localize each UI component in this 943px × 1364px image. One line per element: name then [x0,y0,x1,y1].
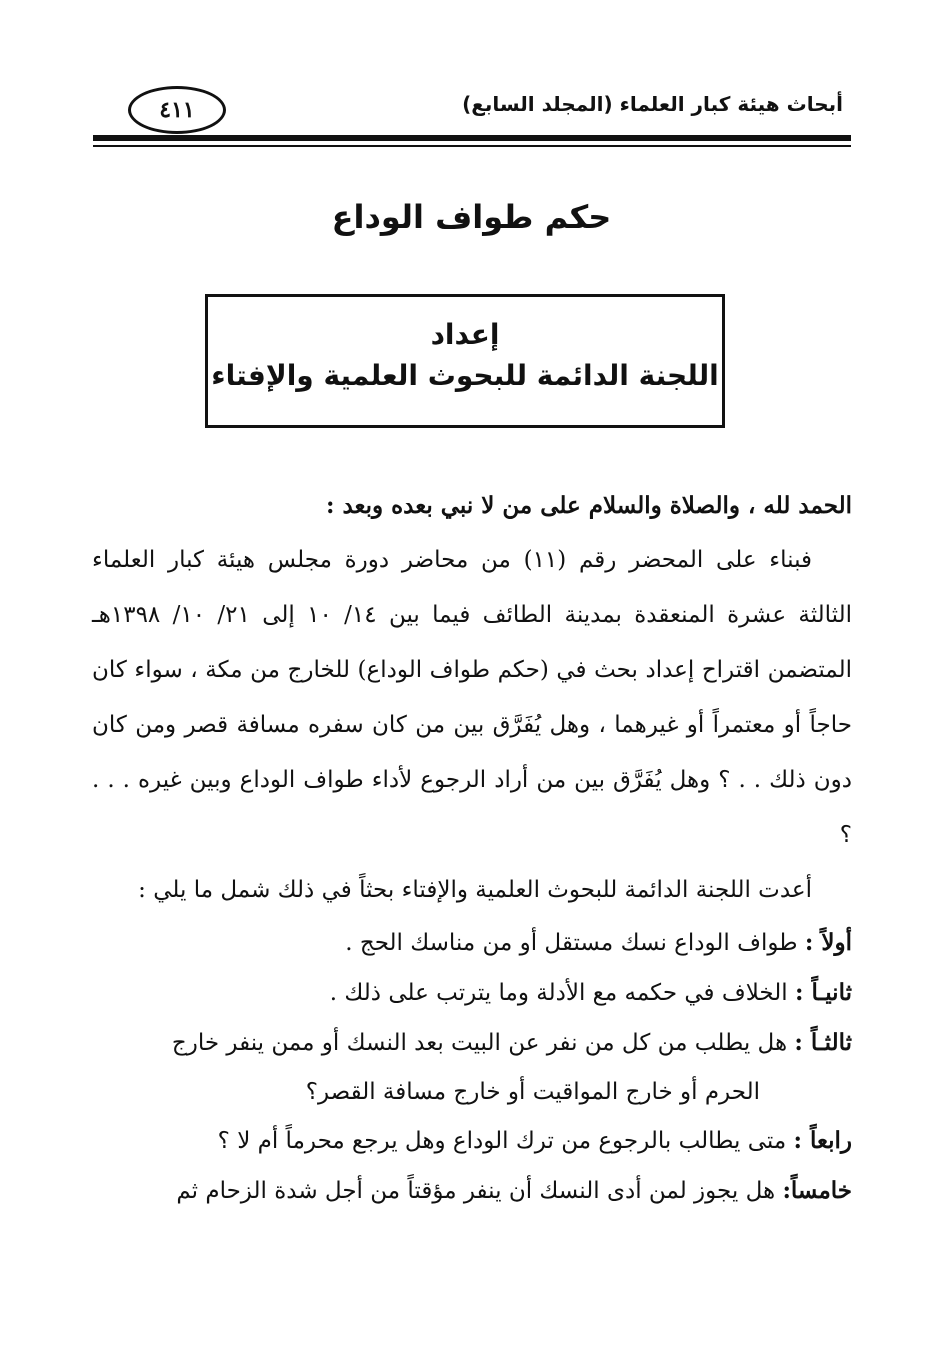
list-item-label: ثالثـاً : [794,1029,852,1056]
list-item [92,968,852,1018]
list-item [92,918,852,968]
opening-line: الحمد لله ، والصلاة والسلام على من لا نبي بعده وبعد : [325,492,852,519]
list-item-text: هل يطلب من كل من نفر عن البيت بعد النسك أو ممن ينفر خارج [171,1030,788,1056]
page-number-text: ٤١١ [159,97,195,123]
list-item [92,1018,852,1068]
body-text [92,478,852,1216]
list-item-continuation: الحرم أو خارج المواقيت أو خارج مسافة القصر؟ [305,1079,760,1105]
author-box-prep: إعداد [430,318,500,351]
paragraph-1: فبناء على المحضر رقم (١١) من محاضر دورة مجلس هيئة كبار العلماء الثالثة عشرة المنعقدة بمدينة الطائف فيما بين ١٤/ ١٠ إلى ٢١/ ١٠/ ١٣٩٨هـ المتضمن اقتراح إعداد بحث في (حكم طواف الوداع) للخارج من مكة ، سواء كان حاجاً أو معتمراً أو غيرهما ، وهل يُفَرَّق بين من كان سفره مسافة قصر ومن كان دون ذلك . . ؟ وهل يُفَرَّق بين من أراد الرجوع لأداء طواف الوداع وبين غيره . . . ؟ [92,547,852,848]
page-header [0,0,943,160]
list-item [92,1166,852,1216]
list-item-label: ثانيـاً : [795,979,852,1006]
list-item-label: خامساً: [782,1177,852,1204]
paragraph-2: أعدت اللجنة الدائمة للبحوث العلمية والإفتاء بحثاً في ذلك شمل ما يلي : [138,877,812,903]
list-item-text: هل يجوز لمن أدى النسك أن ينفر مؤقتاً من أجل شدة الزحام ثم [176,1178,776,1204]
list-item-label: أولاً : [804,929,852,956]
author-box [205,294,725,428]
running-title: أبحاث هيئة كبار العلماء (المجلد السابع) [462,92,843,116]
list-item-text: طواف الوداع نسك مستقل أو من مناسك الحج . [345,930,798,956]
list-item [92,1116,852,1166]
list-item-text: متى يطالب بالرجوع من ترك الوداع وهل يرجع محرماً أم لا ؟ [217,1128,787,1154]
list-item-text: الخلاف في حكمه مع الأدلة وما يترتب على ذلك . [329,980,788,1006]
header-rule-thin [93,145,851,147]
chapter-title: حكم طواف الوداع [331,198,612,236]
list-item-label: رابعاً : [793,1127,852,1154]
author-box-committee: اللجنة الدائمة للبحوث العلمية والإفتاء [211,359,719,392]
header-rule-thick [93,135,851,141]
page-number [128,86,226,134]
